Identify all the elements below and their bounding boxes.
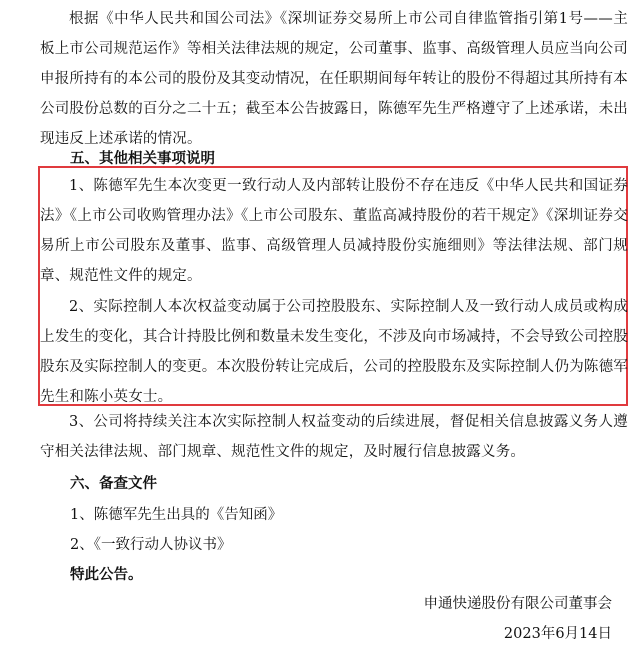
section-five-item-1: 1、陈德军先生本次变更一致行动人及内部转让股份不存在违反《中华人民共和国证券法》《上市公司收购管理办法》《上市公司股东、董监高减持股份的若干规定》《深圳证券交易所上市公司股东及董事、监事、高级管理人员减持股份实施细则》等法律法规、部门规章、规范性文件的规定。 [40,178,628,284]
section-five-item-3: 3、公司将持续关注本次实际控制人权益变动的后续进展，督促相关信息披露义务人遵守相关法律法规、部门规章、规范性文件的规定，及时履行信息披露义务。 [40,414,628,460]
section-six-item-2: 2、《一致行动人协议书》 [70,537,232,553]
announcement-date: 2023年6月14日 [503,626,612,642]
section-six-item-1: 1、陈德军先生出具的《告知函》 [70,507,283,523]
intro-paragraph: 根据《中华人民共和国公司法》《深圳证券交易所上市公司自律监管指引第1号——主板上市公司规范运作》等相关法律法规的规定，公司董事、监事、高级管理人员应当向公司申报所持有的本公司的股份及其变动情况，在任职期间每年转让的股份不得超过其所持有本公司股份总数的百分之二十五；截至本公告披露日，陈德军先生严格遵守了上述承诺，未出现违反上述承诺的情况。 [40,11,628,147]
section-six-heading: 六、备查文件 [70,475,157,492]
section-five-heading: 五、其他相关事项说明 [70,150,215,167]
signatory: 申通快递股份有限公司董事会 [423,596,612,612]
closing-notice: 特此公告。 [70,566,143,583]
section-five-item-2: 2、实际控制人本次权益变动属于公司控股股东、实际控制人及一致行动人成员或构成上发生的变化，其合计持股比例和数量未发生变化，不涉及向市场减持，不会导致公司控股股东及实际控制人的变更。本次股份转让完成后，公司的控股股东及实际控制人仍为陈德军先生和陈小英女士。 [40,299,628,405]
